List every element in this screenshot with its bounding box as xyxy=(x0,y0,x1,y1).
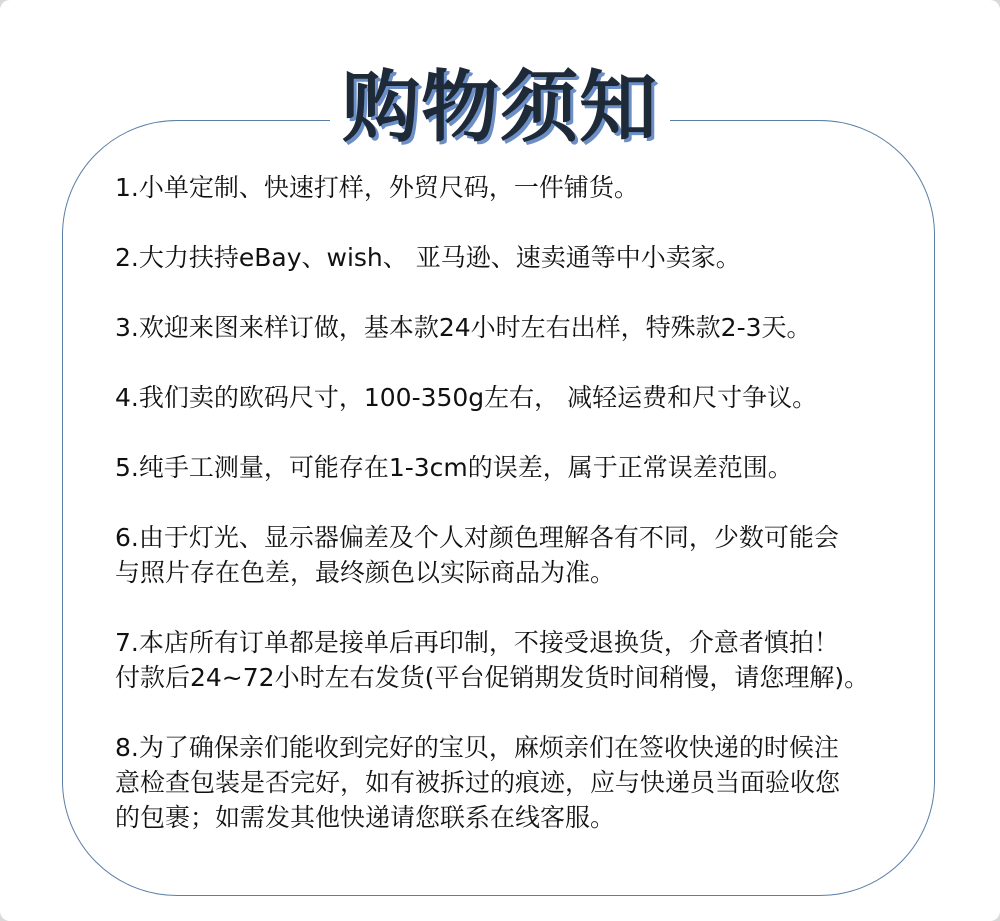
notice-list xyxy=(115,170,935,870)
notice-item-4 xyxy=(115,380,935,415)
notice-item-line: 8.为了确保亲们能收到完好的宝贝，麻烦亲们在签收快递的时候注 xyxy=(115,733,839,762)
notice-item-2 xyxy=(115,240,935,275)
notice-item-7 xyxy=(115,625,935,695)
notice-item-line: 1.小单定制、快速打样，外贸尺码，一件铺货。 xyxy=(115,173,639,202)
notice-item-line: 付款后24~72小时左右发货(平台促销期发货时间稍慢，请您理解)。 xyxy=(115,663,870,692)
notice-item-line: 意检查包装是否完好，如有被拆过的痕迹，应与快递员当面验收您 xyxy=(115,768,841,797)
notice-item-6 xyxy=(115,520,935,590)
notice-item-line: 6.由于灯光、显示器偏差及个人对颜色理解各有不同，少数可能会 xyxy=(115,523,839,552)
notice-item-line: 2.大力扶持eBay、wish、 亚马逊、速卖通等中小卖家。 xyxy=(115,243,741,272)
notice-item-line: 与照片存在色差，最终颜色以实际商品为准。 xyxy=(115,558,616,587)
notice-item-3 xyxy=(115,310,935,345)
notice-item-line: 的包裹；如需发其他快递请您联系在线客服。 xyxy=(115,803,616,832)
notice-item-line: 7.本店所有订单都是接单后再印制，不接受退换货，介意者慎拍！ xyxy=(115,628,839,657)
notice-item-line: 5.纯手工测量，可能存在1-3cm的误差，属于正常误差范围。 xyxy=(115,453,793,482)
notice-item-line: 3.欢迎来图来样订做，基本款24小时左右出样，特殊款2-3天。 xyxy=(115,313,812,342)
notice-item-5 xyxy=(115,450,935,485)
notice-title: 购物须知 xyxy=(330,58,670,168)
notice-item-8 xyxy=(115,730,935,835)
notice-item-line: 4.我们卖的欧码尺寸，100-350g左右， 减轻运费和尺寸争议。 xyxy=(115,383,818,412)
notice-item-1 xyxy=(115,170,935,205)
